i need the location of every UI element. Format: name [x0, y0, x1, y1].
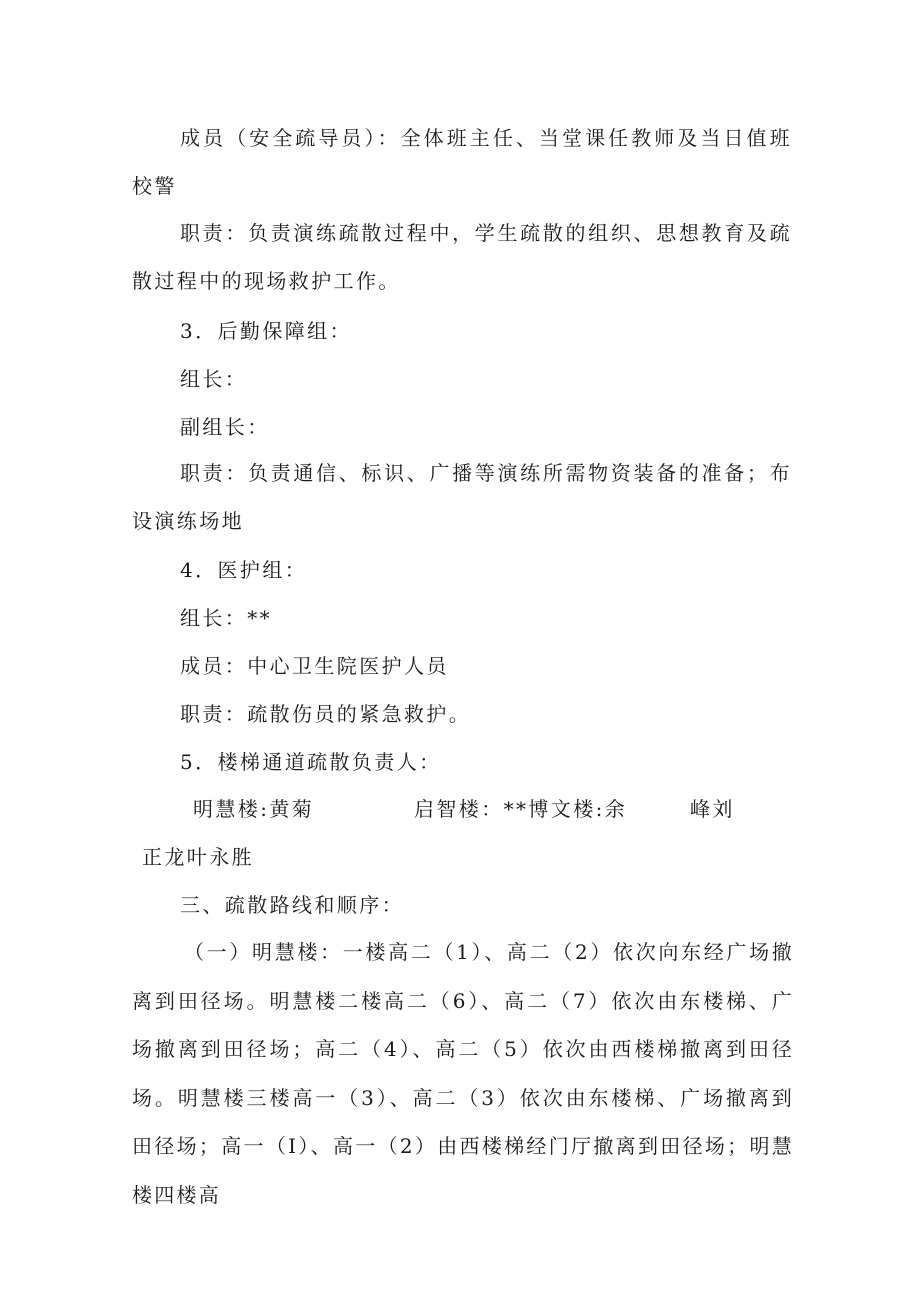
stairway-leader-extra: 峰刘: [690, 797, 735, 821]
stairway-leader-qizhi-bowen: 启智楼：**博文楼:余: [414, 797, 628, 821]
medical-leader: 组长：**: [180, 606, 272, 630]
logistics-deputy-leader: 副组长：: [180, 415, 270, 439]
medical-duty: 职责：疏散伤员的紧急救护。: [180, 702, 472, 726]
logistics-leader: 组长：: [180, 367, 248, 391]
paragraph-members: 成员（安全疏导员）：全体班主任、当堂课任教师及当日值班校警: [132, 126, 792, 198]
heading-logistics-group: 3．后勤保障组：: [180, 319, 352, 343]
medical-members: 成员：中心卫生院医护人员: [180, 654, 449, 678]
paragraph-duty-2: 职责：负责通信、标识、广播等演练所需物资装备的准备；布设演练场地: [132, 461, 792, 533]
heading-evacuation-routes: 三、疏散路线和顺序：: [180, 893, 404, 917]
heading-medical-group: 4．医护组：: [180, 558, 308, 582]
paragraph-minghui-routes: （一）明慧楼：一楼高二（1）、高二（2）依次向东经广场撤离到田径场。明慧楼二楼高二（6）、高二（7）依次由东楼梯、广场撤离到田径场；高二（4）、高二（5）依次由西楼梯撤离到田径场。明慧楼三楼高一（3）、高二（3）依次由东楼梯、广场撤离到田径场；高一（I）、高一（2）由西楼梯经门厅撤离到田径场；明慧楼四楼高: [132, 940, 794, 1207]
stairway-leader-minghui: 明慧楼:黄菊: [193, 797, 315, 821]
paragraph-duty-1: 职责：负责演练疏散过程中，学生疏散的组织、思想教育及疏散过程中的现场救护工作。: [132, 221, 792, 293]
stairway-leader-names: 正龙叶永胜: [142, 845, 254, 869]
heading-stairway-leaders: 5．楼梯通道疏散负责人：: [180, 750, 442, 774]
